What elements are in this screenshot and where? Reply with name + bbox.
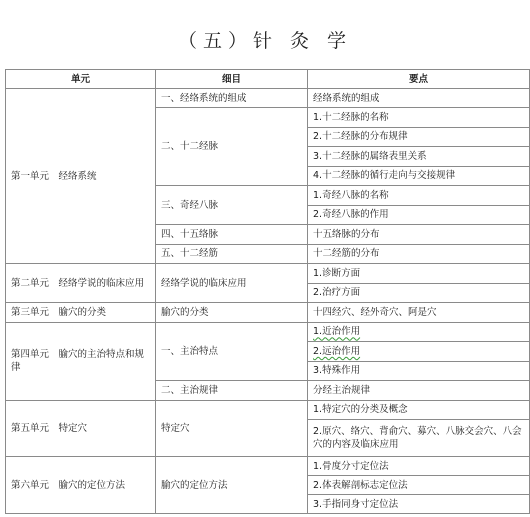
point-cell: 十五络脉的分布 [308,225,530,245]
unit-cell: 第五单元 特定穴 [6,400,156,457]
detail-cell: 三、奇经八脉 [156,186,308,225]
table-row [6,89,530,108]
point-cell: 2.治疗方面 [308,283,530,303]
detail-cell: 经络学说的临床应用 [156,264,308,303]
point-cell: 十二经筋的分布 [308,244,530,264]
detail-cell: 二、十二经脉 [156,108,308,186]
point-cell: 经络系统的组成 [308,89,530,108]
syllabus-table [5,69,530,514]
header-point: 要点 [308,70,530,89]
detail-cell: 二、主治规律 [156,381,308,401]
table-row [6,322,530,342]
unit-cell: 第二单元 经络学说的临床应用 [6,264,156,303]
point-cell: 3.特殊作用 [308,361,530,381]
table-row [6,400,530,420]
point-cell: 2.体表解剖标志定位法 [308,476,530,495]
table-row [6,264,530,284]
header-detail: 细目 [156,70,308,89]
point-cell: 3.十二经脉的属络表里关系 [308,147,530,167]
table-row [6,457,530,476]
detail-cell: 一、经络系统的组成 [156,89,308,108]
unit-cell: 第三单元 腧穴的分类 [6,303,156,323]
table-row [6,303,530,323]
unit-cell: 第六单元 腧穴的定位方法 [6,457,156,514]
detail-cell: 五、十二经筋 [156,244,308,264]
detail-cell: 四、十五络脉 [156,225,308,245]
point-cell: 1.十二经脉的名称 [308,108,530,128]
detail-cell: 特定穴 [156,400,308,457]
detail-cell: 腧穴的定位方法 [156,457,308,514]
detail-cell: 腧穴的分类 [156,303,308,323]
point-cell: 2.奇经八脉的作用 [308,205,530,225]
point-cell: 1.骨度分寸定位法 [308,457,530,476]
table-header-row [6,70,530,89]
point-cell: 2.十二经脉的分布规律 [308,127,530,147]
header-unit: 单元 [6,70,156,89]
point-cell [308,322,530,342]
point-cell [308,342,530,362]
point-cell: 4.十二经脉的循行走向与交接规律 [308,166,530,186]
point-cell: 3.手指同身寸定位法 [308,495,530,514]
point-cell: 十四经穴、经外奇穴、阿是穴 [308,303,530,323]
point-cell: 1.奇经八脉的名称 [308,186,530,206]
point-cell: 1.诊断方面 [308,264,530,284]
point-cell: 2.原穴、络穴、背俞穴、募穴、八脉交会穴、八会穴的内容及临床应用 [308,420,530,457]
unit-cell: 第一单元 经络系统 [6,89,156,264]
detail-cell: 一、主治特点 [156,322,308,381]
page-title: （五）针 灸 学 [177,30,353,52]
point-cell: 1.特定穴的分类及概念 [308,400,530,420]
point-text: 1.近治作用 [313,326,361,338]
point-text: 2.远治作用 [313,345,361,357]
unit-cell: 第四单元 腧穴的主治特点和规律 [6,322,156,400]
point-cell: 分经主治规律 [308,381,530,401]
